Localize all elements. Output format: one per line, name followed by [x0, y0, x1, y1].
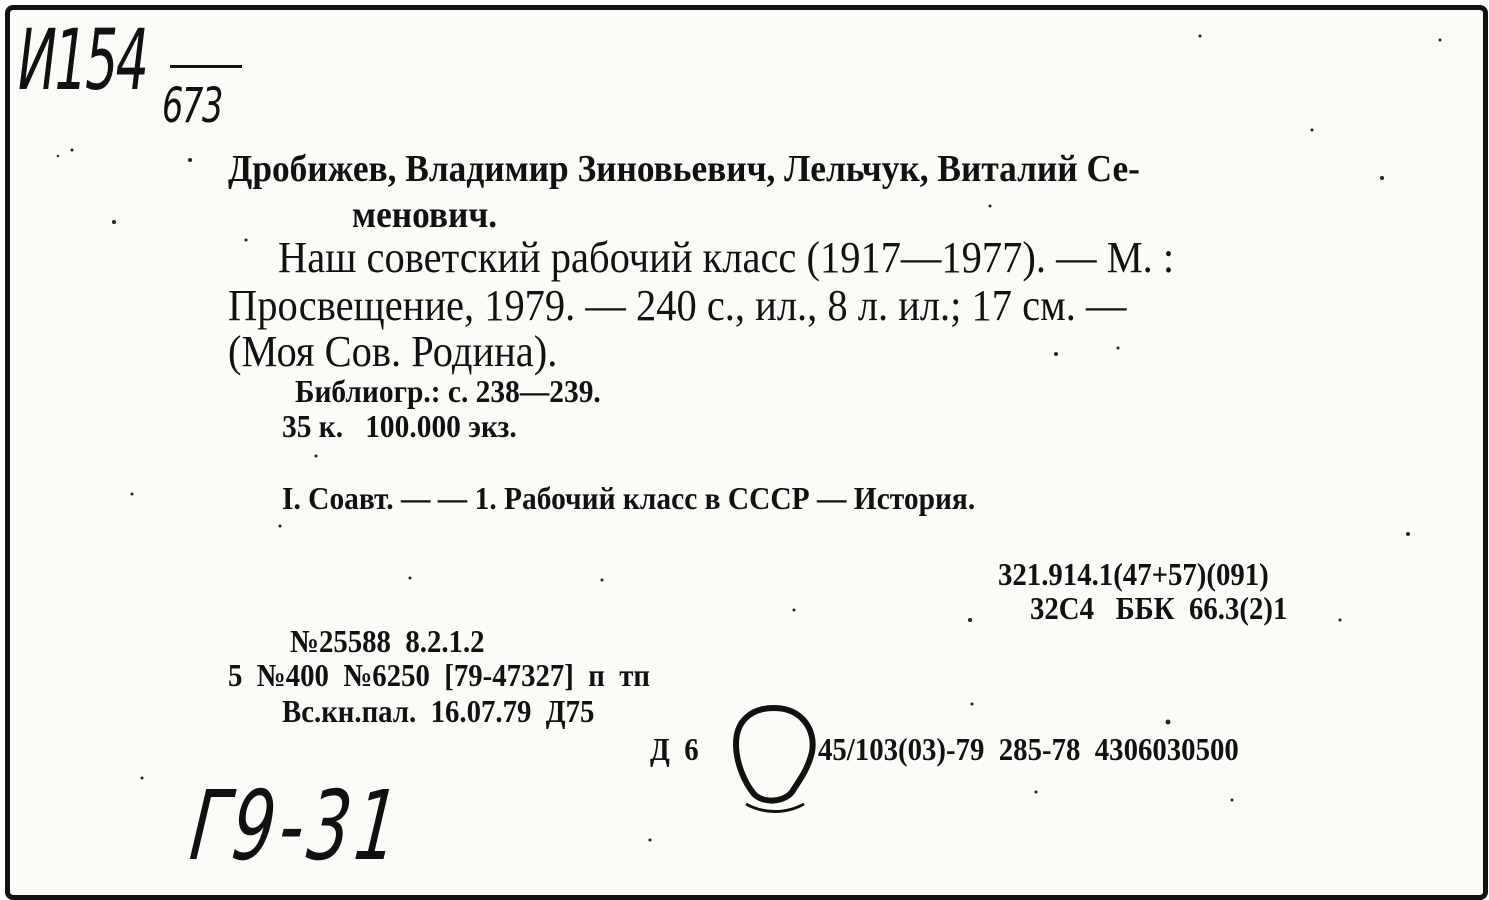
entry-title-line1: Наш советский рабочий класс (1917—1977). — М. : — [278, 233, 1175, 282]
entry-title-line2: Просвещение, 1979. — 240 с., ил., 8 л. ил.; 17 см. — — [228, 281, 1127, 330]
paper-specks — [10, 10, 1483, 895]
catalog-card — [5, 5, 1488, 900]
publisher-info-line1: №25588 8.2.1.2 — [290, 623, 485, 659]
classification-udc: 321.914.1(47+57)(091) — [998, 556, 1269, 592]
entry-price-run: 35 к. 100.000 экз. — [282, 408, 517, 444]
entry-heading-line2: менович. — [352, 194, 498, 236]
classification-bbk: 32С4 ББК 66.3(2)1 — [1030, 590, 1288, 626]
publisher-info-line2: 5 №400 №6250 [79-47327] п тп — [228, 657, 650, 693]
entry-tracings: I. Соавт. — — 1. Рабочий класс в СССР — История. — [282, 480, 976, 516]
handwritten-note: Г9-31 — [185, 770, 408, 882]
shelfmark-sub: 673 — [162, 78, 222, 134]
publisher-info-line4-left: Д 6 — [650, 731, 699, 767]
shelfmark-main: И154 — [18, 11, 147, 109]
entry-title-line3: (Моя Сов. Родина). — [228, 327, 558, 376]
publisher-info-line3: Вс.кн.пал. 16.07.79 Д75 — [282, 693, 595, 729]
entry-bibliography: Библиогр.: с. 238—239. — [295, 373, 601, 409]
publisher-info-line4-right: 45/103(03)-79 285-78 4306030500 — [818, 731, 1239, 767]
entry-heading-line1: Дробижев, Владимир Зиновьевич, Лельчук, Виталий Се- — [228, 148, 1140, 190]
